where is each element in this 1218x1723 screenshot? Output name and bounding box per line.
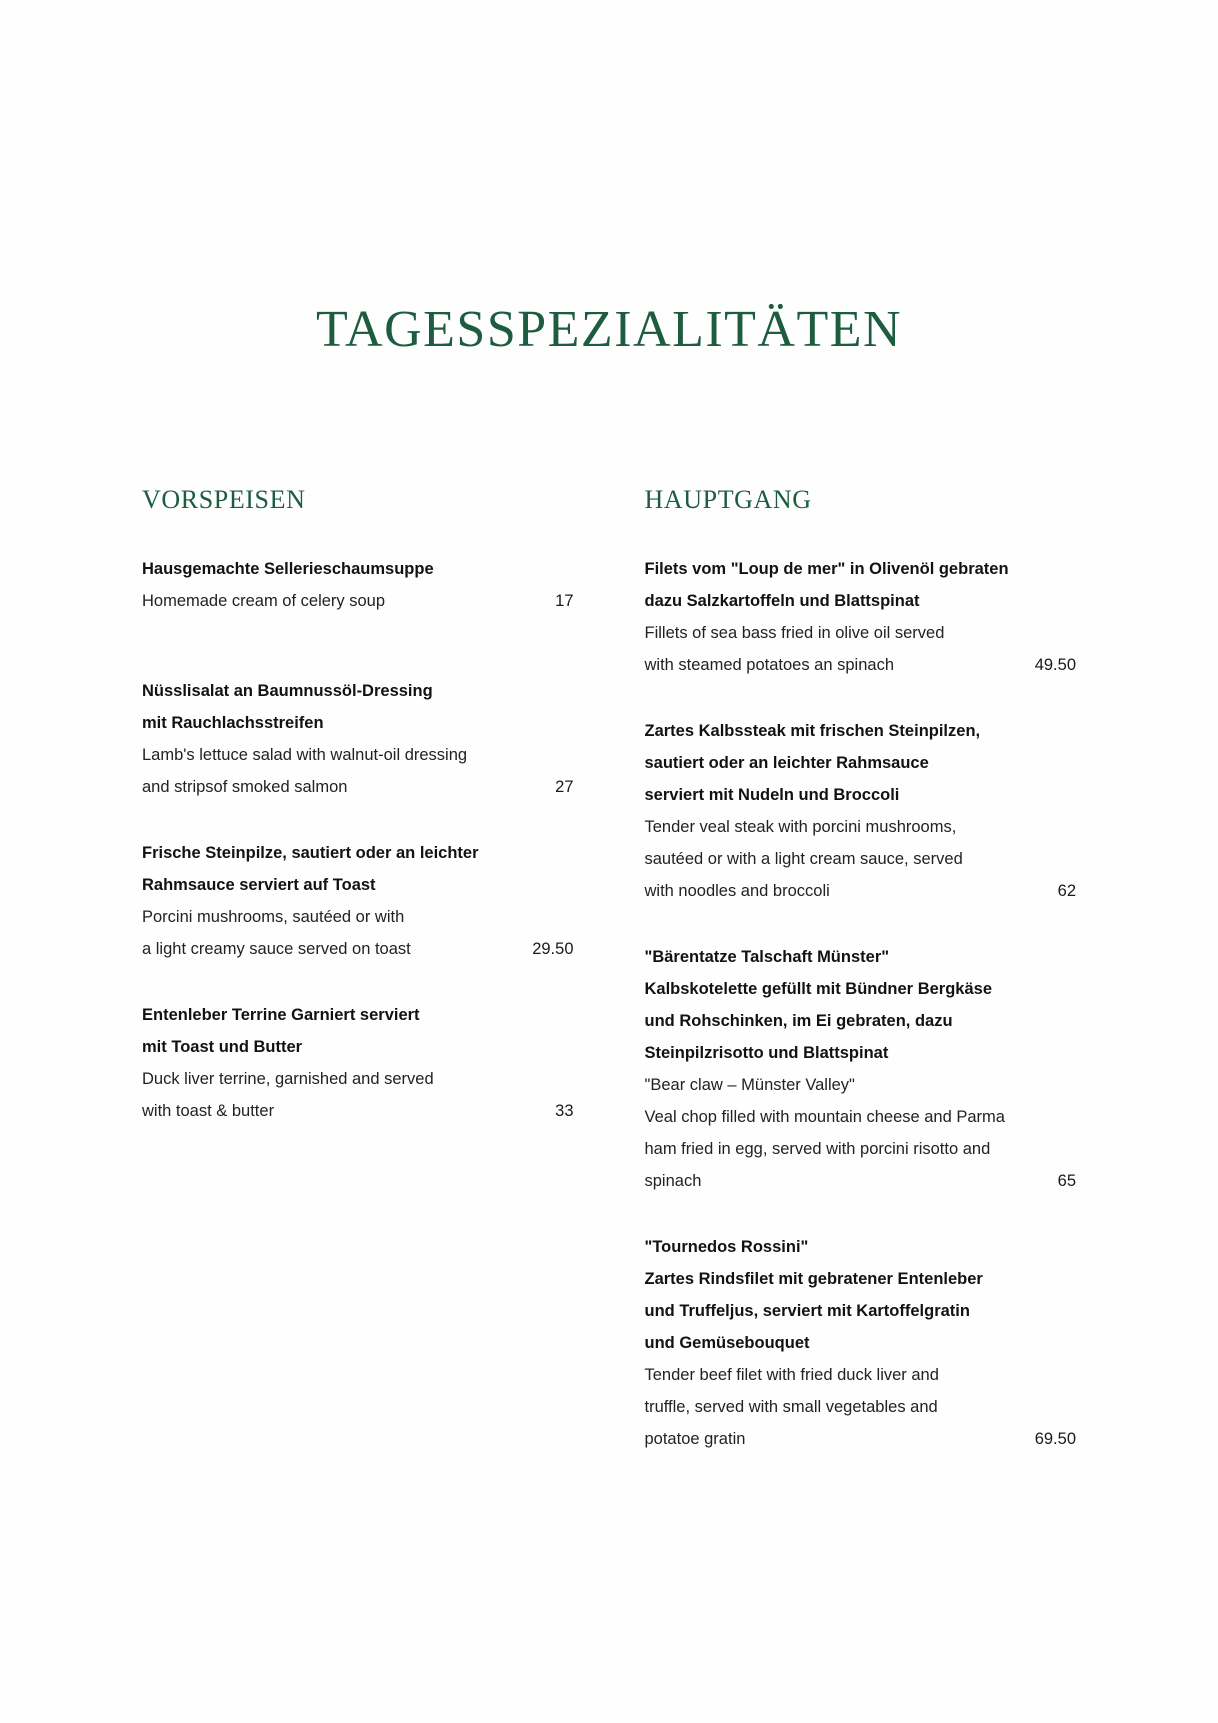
- dish-name-de: und Rohschinken, im Ei gebraten, dazu: [644, 1012, 953, 1030]
- dish-name-de: mit Rauchlachsstreifen: [142, 714, 324, 732]
- dish-name-de: Kalbskotelette gefüllt mit Bündner Bergkäse: [644, 980, 992, 998]
- menu-item: [142, 553, 574, 617]
- menu-item: [645, 715, 1077, 907]
- menu-columns: [142, 485, 1076, 1489]
- dish-price: 49.50: [1034, 656, 1076, 674]
- dish-name-de: Zartes Rindsfilet mit gebratener Entenleber: [644, 1270, 983, 1288]
- menu-item: [142, 837, 574, 965]
- dish-name-en: spinach: [644, 1172, 702, 1190]
- dish-price: 65: [1057, 1172, 1076, 1190]
- dish-price: 62: [1057, 882, 1076, 900]
- dish-name-de: und Gemüsebouquet: [644, 1334, 810, 1352]
- dish-name-de: serviert mit Nudeln und Broccoli: [644, 786, 900, 804]
- dish-name-de: Steinpilzrisotto und Blattspinat: [644, 1044, 889, 1062]
- menu-item: [142, 675, 574, 803]
- dish-name-en: a light creamy sauce served on toast: [142, 940, 411, 958]
- column-heading: HAUPTGANG: [644, 485, 812, 514]
- column-heading: VORSPEISEN: [142, 485, 306, 514]
- dish-name-en: potatoe gratin: [644, 1430, 746, 1448]
- menu-column-vorspeisen: [142, 485, 574, 1489]
- dish-name-en: Tender veal steak with porcini mushrooms,: [644, 818, 957, 836]
- menu-column-hauptgang: [645, 485, 1077, 1489]
- dish-name-en: sautéed or with a light cream sauce, served: [644, 850, 963, 868]
- dish-name-en: Fillets of sea bass fried in olive oil served: [644, 624, 945, 642]
- menu-item: [142, 999, 574, 1127]
- dish-name-en: with noodles and broccoli: [644, 882, 830, 900]
- dish-name-en: Duck liver terrine, garnished and served: [142, 1070, 434, 1088]
- menu-item: [645, 941, 1077, 1197]
- dish-price: 69.50: [1034, 1430, 1076, 1448]
- dish-name-en: Lamb's lettuce salad with walnut-oil dressing: [142, 746, 468, 764]
- dish-price: 27: [555, 778, 574, 796]
- menu-item: [645, 1231, 1077, 1455]
- dish-name-de: "Tournedos Rossini": [644, 1238, 809, 1256]
- dish-name-en: ham fried in egg, served with porcini risotto and: [644, 1140, 991, 1158]
- dish-name-de: Rahmsauce serviert auf Toast: [142, 876, 376, 894]
- page-title: TAGESSPEZIALITÄTEN: [315, 301, 903, 358]
- dish-name-de: und Truffeljus, serviert mit Kartoffelgratin: [644, 1302, 970, 1320]
- dish-name-en: Porcini mushrooms, sautéed or with: [142, 908, 405, 926]
- dish-name-de: sautiert oder an leichter Rahmsauce: [644, 754, 929, 772]
- dish-name-de: Hausgemachte Sellerieschaumsuppe: [142, 560, 434, 578]
- dish-name-en: Veal chop filled with mountain cheese and Parma: [644, 1108, 1005, 1126]
- dish-name-en: truffle, served with small vegetables and: [644, 1398, 938, 1416]
- dish-name-en: Homemade cream of celery soup: [142, 592, 386, 610]
- menu-item: [645, 553, 1077, 681]
- dish-name-de: dazu Salzkartoffeln und Blattspinat: [644, 592, 920, 610]
- dish-name-de: Nüsslisalat an Baumnussöl-Dressing: [142, 682, 433, 700]
- dish-price: 33: [555, 1102, 574, 1120]
- dish-name-en: with steamed potatoes an spinach: [644, 656, 894, 674]
- dish-name-de: Zartes Kalbssteak mit frischen Steinpilzen,: [644, 722, 981, 740]
- dish-name-en: "Bear claw – Münster Valley": [644, 1076, 855, 1094]
- dish-name-de: Entenleber Terrine Garniert serviert: [142, 1006, 420, 1024]
- dish-name-de: mit Toast und Butter: [142, 1038, 303, 1056]
- dish-price: 17: [555, 592, 574, 610]
- dish-price: 29.50: [532, 940, 574, 958]
- dish-name-en: Tender beef filet with fried duck liver and: [644, 1366, 939, 1384]
- dish-name-de: Filets vom "Loup de mer" in Olivenöl gebraten: [644, 560, 1009, 578]
- dish-name-en: and stripsof smoked salmon: [142, 778, 348, 796]
- dish-name-de: Frische Steinpilze, sautiert oder an leichter: [142, 844, 479, 862]
- dish-name-de: "Bärentatze Talschaft Münster": [644, 948, 890, 966]
- dish-name-en: with toast & butter: [142, 1102, 275, 1120]
